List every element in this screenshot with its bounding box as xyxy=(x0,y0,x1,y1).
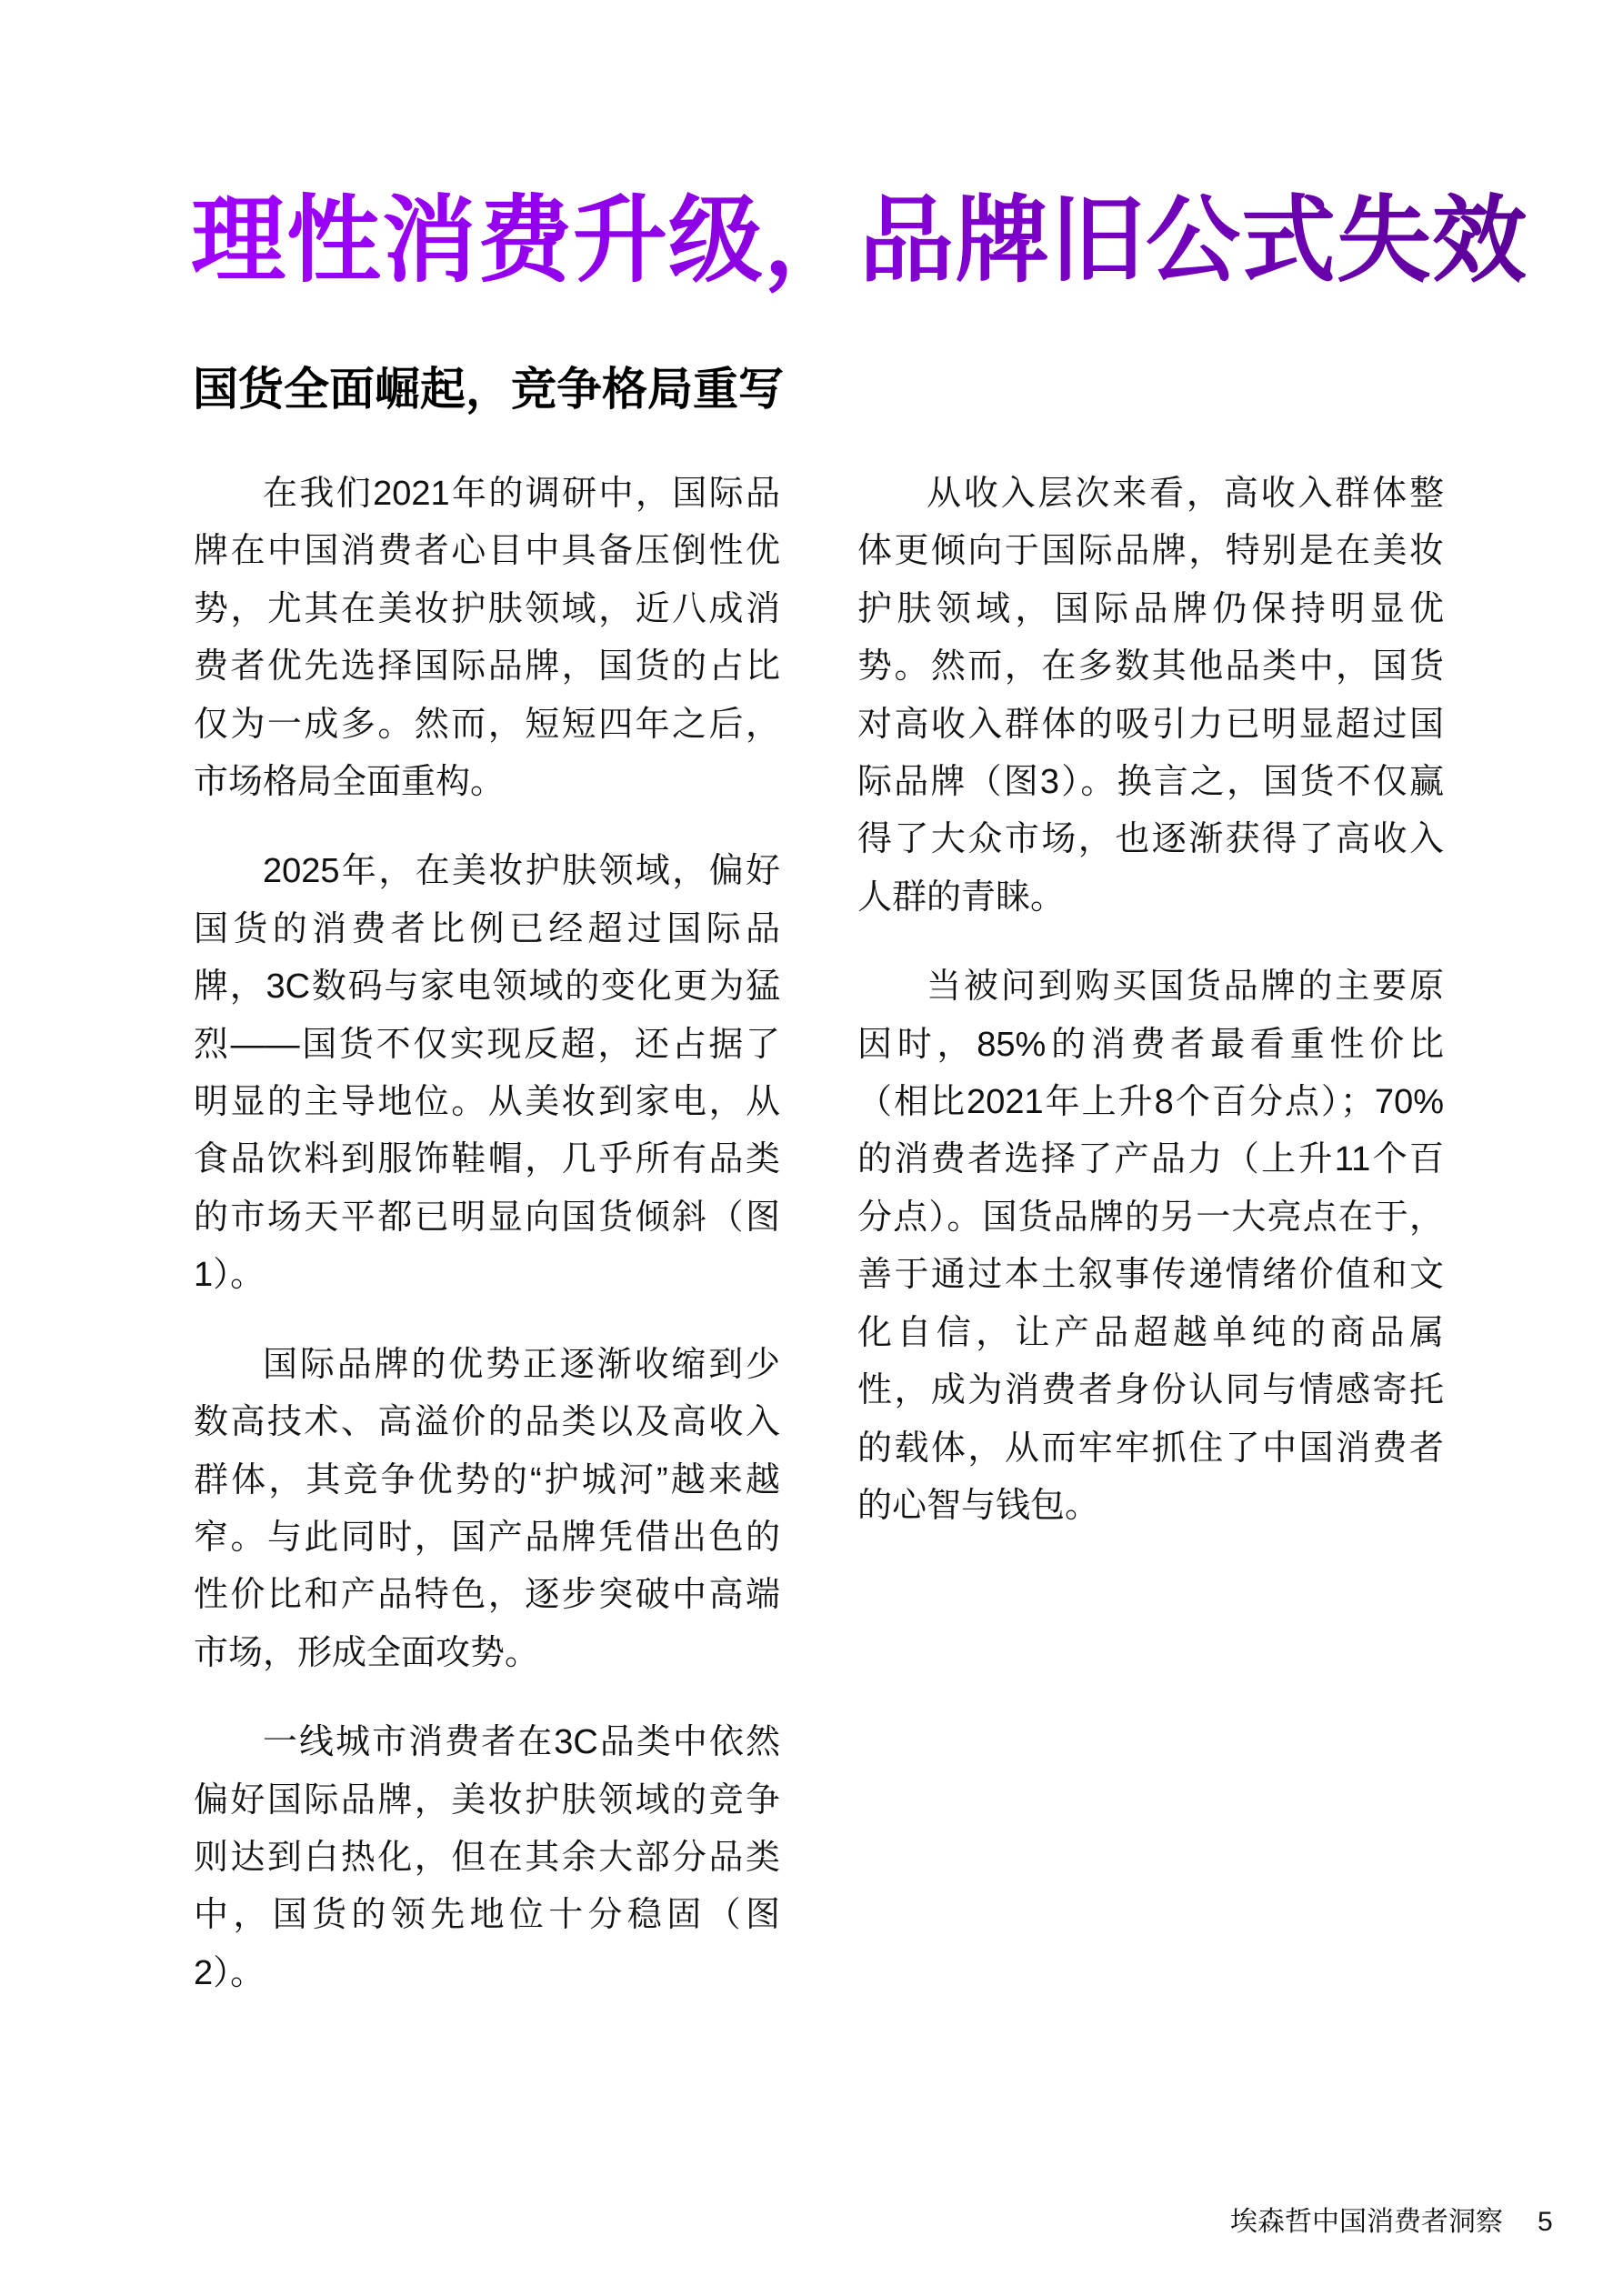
paragraph: 2025年，在美妆护肤领域，偏好国货的消费者比例已经超过国际品牌，3C数码与家电领域的变化更为猛烈——国货不仅实现反超，还占据了明显的主导地位。从美妆到家电，从食品饮料到服饰鞋帽，几乎所有品类的市场天平都已明显向国货倾斜（图1）。 xyxy=(194,852,780,1295)
page-title: 理性消费升级，品牌旧公式失效 xyxy=(191,182,1528,300)
right-column xyxy=(857,466,1444,1567)
page-number: 5 xyxy=(1538,2207,1553,2237)
paragraph: 当被问到购买国货品牌的主要原因时，85%的消费者最看重性价比（相比2021年上升8个百分点）；70%的消费者选择了产品力（上升11个百分点）。国货品牌的另一大亮点在于，善于通过本土叙事传递情绪价值和文化自信，让产品超越单纯的商品属性，成为消费者身份认同与情感寄托的载体，从而牢牢抓住了中国消费者的心智与钱包。 xyxy=(857,968,1444,1525)
paragraph: 从收入层次来看，高收入群体整体更倾向于国际品牌，特别是在美妆护肤领域，国际品牌仍保持明显优势。然而，在多数其他品类中，国货对高收入群体的吸引力已明显超过国际品牌（图3）。换言之，国货不仅赢得了大众市场，也逐渐获得了高收入人群的青睐。 xyxy=(857,475,1444,917)
paragraph: 在我们2021年的调研中，国际品牌在中国消费者心目中具备压倒性优势，尤其在美妆护肤领域，近八成消费者优先选择国际品牌，国货的占比仅为一成多。然而，短短四年之后，市场格局全面重构。 xyxy=(194,475,780,802)
publication-name: 埃森哲中国消费者洞察 xyxy=(1230,2207,1503,2237)
section-heading: 国货全面崛起，竞争格局重写 xyxy=(193,364,784,415)
paragraph: 国际品牌的优势正逐渐收缩到少数高技术、高溢价的品类以及高收入群体，其竞争优势的“护城河”越来越窄。与此同时，国产品牌凭借出色的性价比和产品特色，逐步突破中高端市场，形成全面攻势。 xyxy=(194,1345,780,1672)
page-footer xyxy=(1230,2204,1553,2241)
paragraph: 一线城市消费者在3C品类中依然偏好国际品牌，美妆护肤领域的竞争则达到白热化，但在其余大部分品类中，国货的领先地位十分稳固（图2）。 xyxy=(194,1723,780,1992)
left-column xyxy=(194,466,780,2034)
